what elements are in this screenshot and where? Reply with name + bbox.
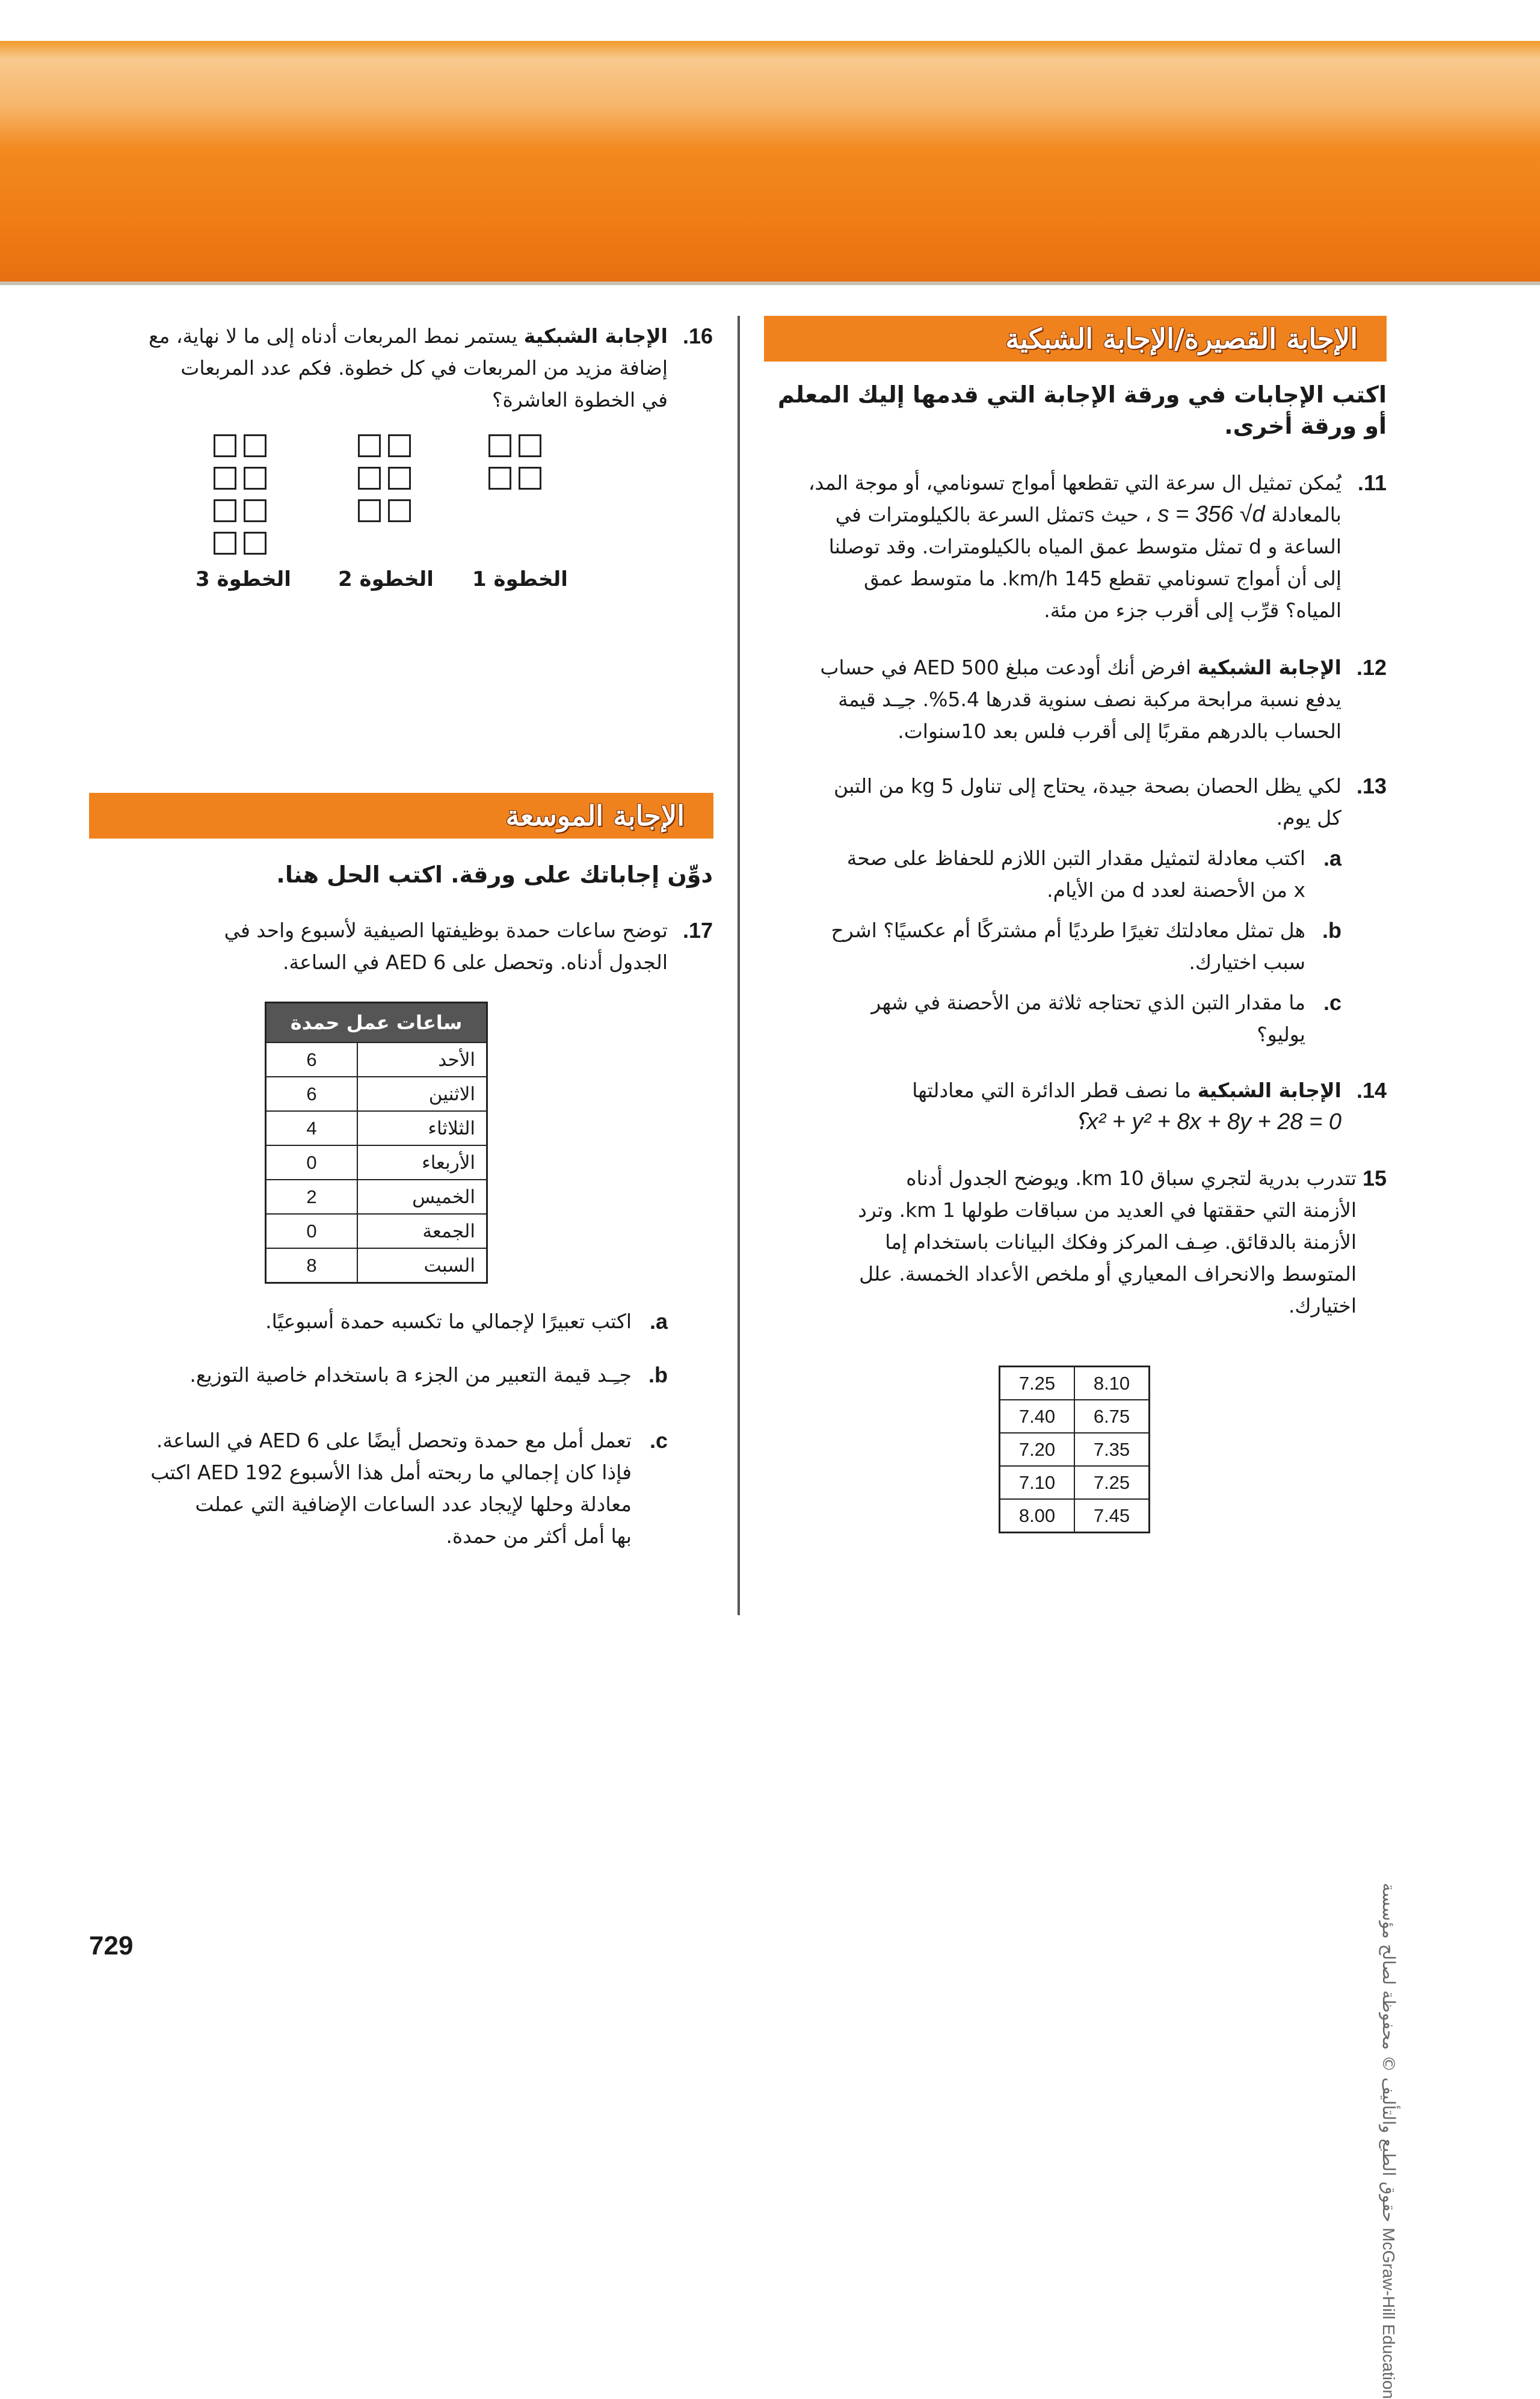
question-number: 15 bbox=[1362, 1166, 1387, 1190]
day-cell: الأحد bbox=[357, 1042, 487, 1077]
q11-equation: s = 356 √d bbox=[1157, 502, 1265, 527]
part-label: b. bbox=[1322, 918, 1341, 943]
hours-cell: 8 bbox=[266, 1248, 358, 1283]
question-number: 16. bbox=[682, 324, 713, 348]
race-times-table bbox=[999, 1366, 1150, 1533]
step-2-label: الخطوة 2 bbox=[338, 567, 434, 591]
q17-part-b bbox=[90, 1359, 668, 1391]
part-line: سبب اختيارك. bbox=[1189, 950, 1305, 974]
question-15 bbox=[776, 1162, 1387, 1322]
pattern-square bbox=[244, 499, 266, 522]
q16-line: إضافة مزيد من المربعات في كل خطوة. فكم عدد المربعات bbox=[180, 356, 668, 380]
work-hours-table bbox=[265, 1002, 488, 1284]
q11-equation-prefix: بالمعادلة bbox=[1271, 503, 1341, 526]
day-cell: الثلاثاء bbox=[357, 1111, 487, 1145]
hours-cell: 2 bbox=[266, 1180, 358, 1214]
q15-line: الأزمنة بالدقائق. صِـف المركز وفكك البيانات باستخدام إما bbox=[885, 1230, 1357, 1254]
top-banner bbox=[0, 41, 1540, 285]
griddable-label: الإجابة الشبكية bbox=[1197, 656, 1341, 679]
table-row bbox=[1000, 1466, 1150, 1499]
step-1-label: الخطوة 1 bbox=[472, 567, 568, 591]
part-label: c. bbox=[649, 1428, 668, 1453]
day-cell: الأربعاء bbox=[357, 1145, 487, 1180]
table-row bbox=[266, 1111, 487, 1145]
column-divider bbox=[738, 316, 740, 1615]
pattern-square bbox=[244, 434, 266, 457]
question-number: 11. bbox=[1357, 470, 1387, 495]
q13-part-b bbox=[776, 914, 1341, 978]
question-13 bbox=[776, 770, 1387, 1050]
q16-line: يستمر نمط المربعات أدناه إلى ما لا نهاية، مع bbox=[149, 324, 518, 348]
table-cell: 7.40 bbox=[1000, 1400, 1075, 1433]
q13-part-a bbox=[776, 842, 1341, 906]
pattern-square bbox=[519, 467, 541, 490]
left-instructions: دوِّن إجاباتك على ورقة. اكتب الحل هنا. bbox=[276, 861, 713, 888]
day-cell: الخميس bbox=[357, 1180, 487, 1214]
q17-line: الجدول أدناه. وتحصل على AED 6 في الساعة. bbox=[283, 950, 668, 974]
q11-line-equation bbox=[776, 499, 1341, 531]
day-cell: الاثنين bbox=[357, 1077, 487, 1111]
extended-response-header-title: الإجابة الموسعة bbox=[505, 799, 685, 832]
table-cell: 7.25 bbox=[1074, 1466, 1150, 1499]
griddable-label: الإجابة الشبكية bbox=[1197, 1079, 1341, 1102]
table-cell: 6.75 bbox=[1074, 1400, 1150, 1433]
pattern-square bbox=[244, 467, 266, 490]
pattern-square bbox=[488, 467, 511, 490]
pattern-square bbox=[214, 434, 236, 457]
short-answer-header-title: الإجابة القصيرة/الإجابة الشبكية bbox=[1005, 322, 1358, 355]
table-cell: 8.10 bbox=[1074, 1367, 1150, 1400]
publisher-name: McGraw-Hill Education bbox=[1379, 2228, 1398, 2399]
pattern-square bbox=[244, 532, 266, 555]
q11-line: المياه؟ قرِّب إلى أقرب جزء من مئة. bbox=[1044, 599, 1341, 622]
part-line: ما مقدار التبن الذي تحتاجه ثلاثة من الأحصنة في شهر bbox=[871, 991, 1305, 1014]
pattern-square bbox=[214, 532, 236, 555]
question-number: 17. bbox=[682, 918, 713, 943]
pattern-square bbox=[388, 499, 411, 522]
hours-cell: 0 bbox=[266, 1214, 358, 1248]
hours-cell: 6 bbox=[266, 1077, 358, 1111]
q15-line: اختيارك. bbox=[1288, 1294, 1357, 1317]
pattern-square bbox=[214, 467, 236, 490]
pattern-square bbox=[214, 499, 236, 522]
table-cell: 7.25 bbox=[1000, 1367, 1075, 1400]
part-label: c. bbox=[1323, 990, 1341, 1015]
question-14 bbox=[776, 1074, 1387, 1138]
griddable-label: الإجابة الشبكية bbox=[523, 324, 668, 348]
question-11 bbox=[776, 467, 1387, 626]
q17-parts bbox=[90, 1305, 668, 1552]
part-label: b. bbox=[648, 1363, 668, 1387]
table-row bbox=[1000, 1400, 1150, 1433]
q11-line: الساعة و d تمثل متوسط عمق المياه بالكيلومترات. وقد توصلنا bbox=[828, 535, 1341, 558]
hours-cell: 6 bbox=[266, 1042, 358, 1077]
question-number: 13. bbox=[1356, 774, 1387, 798]
copyright-text: حقوق الطبع والتأليف © محفوظة لصالح مؤسسة bbox=[1379, 1883, 1399, 2223]
right-instructions: اكتب الإجابات في ورقة الإجابة التي قدمها إليك المعلم أو ورقة أخرى. bbox=[777, 381, 1387, 439]
q17-part-c bbox=[90, 1424, 668, 1552]
part-line: تعمل أمل مع حمدة وتحصل أيضًا على AED 6 في الساعة. bbox=[156, 1429, 632, 1452]
pattern-square bbox=[388, 434, 411, 457]
q13-line: لكي يظل الحصان بصحة جيدة، يحتاج إلى تناول 5 kg من التبن bbox=[833, 774, 1341, 798]
part-line: x من الأحصنة لعدد d من الأيام. bbox=[1047, 878, 1305, 902]
table-title: ساعات عمل حمدة bbox=[266, 1003, 487, 1043]
part-line: جـِـد قيمة التعبير من الجزء a باستخدام خاصية التوزيع. bbox=[189, 1363, 632, 1387]
table-row bbox=[266, 1042, 487, 1077]
q15-line: المتوسط والانحراف المعياري أو ملخص الأعداد الخمسة. علل bbox=[859, 1262, 1357, 1286]
q11-line: يُمكن تمثيل ال سرعة التي تقطعها أمواج تسونامي، أو موجة المد، bbox=[808, 471, 1341, 494]
table-cell: 7.35 bbox=[1074, 1433, 1150, 1466]
table-cell: 8.00 bbox=[1000, 1499, 1075, 1533]
table-row bbox=[266, 1214, 487, 1248]
left-column-lower bbox=[90, 859, 713, 978]
pattern-square bbox=[488, 434, 511, 457]
question-16 bbox=[90, 320, 713, 416]
q13-line: كل يوم. bbox=[1276, 806, 1341, 830]
question-number: 14. bbox=[1356, 1078, 1387, 1103]
part-line: اكتب معادلة لتمثيل مقدار التبن اللازم للحفاظ على صحة bbox=[846, 846, 1305, 870]
extended-response-header bbox=[89, 793, 713, 839]
hours-cell: 0 bbox=[266, 1145, 358, 1180]
q15-line: الأزمنة التي حققتها في العديد من سباقات طولها 1 km. وترد bbox=[858, 1198, 1357, 1222]
part-line: فإذا كان إجمالي ما ربحته أمل هذا الأسبوع AED 192 اكتب bbox=[150, 1461, 632, 1484]
pattern-square bbox=[519, 434, 541, 457]
table-cell: 7.10 bbox=[1000, 1466, 1075, 1499]
short-answer-header bbox=[764, 316, 1387, 362]
table-row bbox=[1000, 1499, 1150, 1533]
copyright-notice bbox=[1379, 1883, 1399, 2399]
q11-equation-suffix: ، حيث sتمثل السرعة بالكيلومترات في bbox=[835, 503, 1151, 526]
question-number: 12. bbox=[1356, 655, 1387, 680]
table-row bbox=[266, 1077, 487, 1111]
hours-cell: 4 bbox=[266, 1111, 358, 1145]
table-row bbox=[266, 1145, 487, 1180]
q13-part-c bbox=[776, 987, 1341, 1050]
day-cell: السبت bbox=[357, 1248, 487, 1283]
pattern-square bbox=[388, 467, 411, 490]
pattern-square bbox=[358, 434, 381, 457]
question-12 bbox=[776, 651, 1387, 747]
q11-line: إلى أن أمواج تسونامي تقطع 145 km/h. ما متوسط عمق bbox=[864, 567, 1341, 590]
q14-equation: x² + y² + 8x + 8y + 28 = 0؟ bbox=[1074, 1109, 1341, 1135]
q12-line: افرض أنك أودعت مبلغ AED 500 في حساب bbox=[820, 656, 1192, 679]
table-row bbox=[1000, 1433, 1150, 1466]
table-cell: 7.45 bbox=[1074, 1499, 1150, 1533]
page-number: 729 bbox=[89, 1931, 134, 1960]
table-row bbox=[1000, 1367, 1150, 1400]
q17-line: توضح ساعات حمدة بوظيفتها الصيفية لأسبوع واحد في bbox=[224, 919, 668, 942]
day-cell: الجمعة bbox=[357, 1214, 487, 1248]
part-line: بها أمل أكثر من حمدة. bbox=[446, 1524, 632, 1548]
q12-line: يدفع نسبة مرابحة مركبة نصف سنوية قدرها 5.4%. جـِـد قيمة bbox=[838, 688, 1341, 711]
part-line: اكتب تعبيرًا لإجمالي ما تكسبه حمدة أسبوعيًا. bbox=[265, 1310, 632, 1333]
q17-part-a bbox=[90, 1305, 668, 1337]
q15-line: تتدرب بدرية لتجري سباق 10 km. ويوضح الجدول أدناه bbox=[906, 1166, 1357, 1190]
pattern-square bbox=[358, 499, 381, 522]
question-17 bbox=[90, 914, 713, 978]
q16-line: في الخطوة العاشرة؟ bbox=[491, 388, 668, 411]
table-row bbox=[266, 1248, 487, 1283]
pattern-square bbox=[358, 467, 381, 490]
part-label: a. bbox=[1323, 846, 1341, 870]
step-3-label: الخطوة 3 bbox=[196, 567, 291, 591]
table-cell: 7.20 bbox=[1000, 1433, 1075, 1466]
table-row bbox=[266, 1180, 487, 1214]
part-label: a. bbox=[649, 1309, 668, 1334]
q14-line: ما نصف قطر الدائرة التي معادلتها bbox=[912, 1079, 1192, 1102]
part-line: هل تمثل معادلتك تغيرًا طرديًا أم مشتركًا أم عكسيًا؟ اشرح bbox=[831, 919, 1305, 942]
q12-line: الحساب بالدرهم مقربًا إلى أقرب فلس بعد 10سنوات. bbox=[898, 719, 1341, 743]
part-line: يوليو؟ bbox=[1257, 1023, 1305, 1046]
right-column bbox=[776, 379, 1387, 1322]
part-line: معادلة وحلها لإيجاد عدد الساعات الإضافية التي عملت bbox=[195, 1492, 632, 1516]
